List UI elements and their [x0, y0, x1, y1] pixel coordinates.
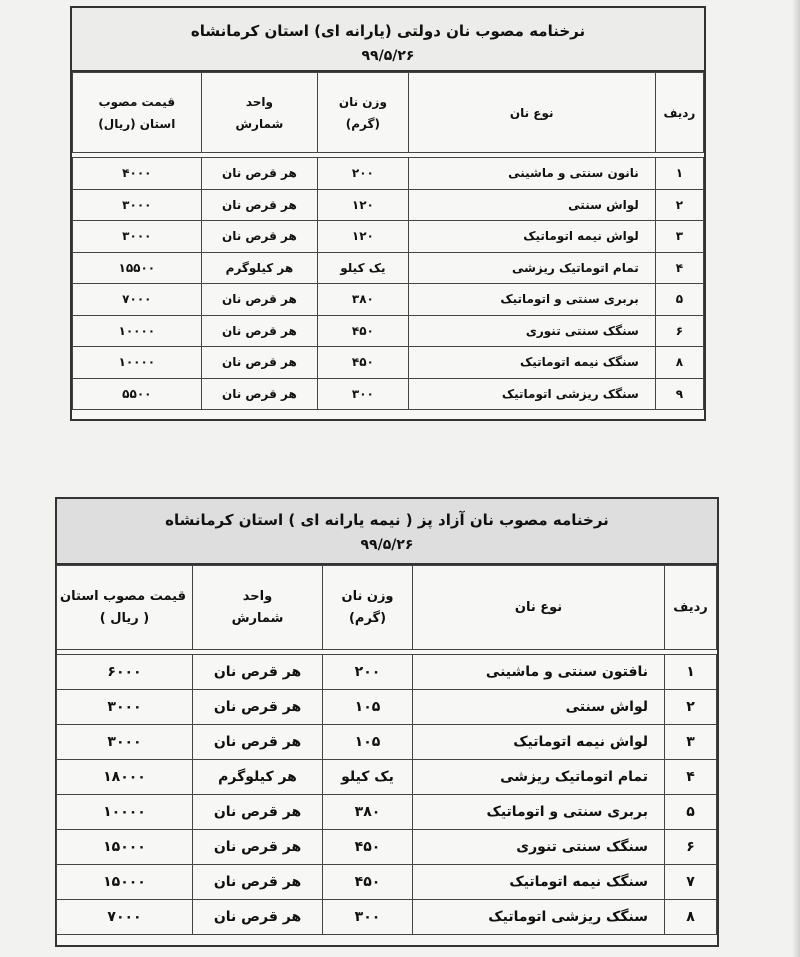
row-number-cell: ۸: [655, 347, 703, 379]
col-header-unit: [193, 566, 323, 650]
col-header-weight-line2: (گرم): [345, 116, 380, 131]
unit-cell: هر کیلوگرم: [193, 760, 323, 795]
price-cell: ۱۵۰۰۰: [57, 830, 193, 865]
bread-type-cell: بربری سنتی و اتوماتیک: [413, 795, 665, 830]
unit-cell: هر قرص نان: [201, 378, 318, 410]
row-number-cell: ۳: [665, 725, 717, 760]
unit-cell: هر قرص نان: [193, 655, 323, 690]
col-header-price-line2: ( ریال ): [99, 610, 150, 626]
col-header-price-line2: استان (ریال): [98, 116, 176, 131]
bread-type-cell: سنگک سنتی تنوری: [408, 315, 655, 347]
col-header-row: ردیف: [655, 73, 703, 153]
col-header-weight: [318, 73, 408, 153]
weight-cell: ۲۰۰: [323, 655, 413, 690]
table-row: [57, 655, 717, 690]
bread-type-cell: لواش سنتی: [408, 189, 655, 221]
weight-cell: ۴۵۰: [318, 315, 408, 347]
row-number-cell: ۴: [665, 760, 717, 795]
unit-cell: هر قرص نان: [201, 315, 318, 347]
sheet-title: نرخنامه مصوب نان دولتی (یارانه ای) استان کرمانشاه: [190, 22, 586, 40]
row-number-cell: ۹: [655, 378, 703, 410]
price-cell: ۷۰۰۰: [57, 900, 193, 935]
bread-type-cell: نانون سنتی و ماشینی: [408, 158, 655, 190]
table-row: [73, 252, 704, 284]
price-cell: ۳۰۰۰: [73, 221, 202, 253]
row-number-cell: ۶: [665, 830, 717, 865]
col-header-weight-line2: (گرم): [348, 610, 387, 626]
weight-cell: یک کیلو: [318, 252, 408, 284]
table-row: [57, 865, 717, 900]
price-cell: ۵۵۰۰: [73, 378, 202, 410]
unit-cell: هر قرص نان: [201, 284, 318, 316]
price-cell: ۱۵۵۰۰: [73, 252, 202, 284]
weight-cell: ۴۵۰: [323, 830, 413, 865]
sheet-header: [72, 8, 704, 72]
unit-cell: هر قرص نان: [201, 158, 318, 190]
row-number-cell: ۲: [655, 189, 703, 221]
col-header-unit-line1: واحد: [242, 588, 273, 604]
table-row: [73, 347, 704, 379]
unit-cell: هر قرص نان: [193, 725, 323, 760]
col-header-weight-line1: وزن نان: [341, 588, 394, 604]
table-row: [57, 795, 717, 830]
bread-type-cell: لواش نیمه اتوماتیک: [413, 725, 665, 760]
price-cell: ۱۰۰۰۰: [73, 347, 202, 379]
bread-type-cell: سنگک ریزشی اتوماتیک: [408, 378, 655, 410]
table-row: [57, 690, 717, 725]
unit-cell: هر قرص نان: [201, 189, 318, 221]
bread-type-cell: نافتون سنتی و ماشینی: [413, 655, 665, 690]
table-row: [57, 900, 717, 935]
price-cell: ۳۰۰۰: [73, 189, 202, 221]
weight-cell: ۳۸۰: [323, 795, 413, 830]
weight-cell: ۱۰۵: [323, 725, 413, 760]
row-number-cell: ۱: [665, 655, 717, 690]
unit-cell: هر قرص نان: [193, 690, 323, 725]
weight-cell: ۳۰۰: [318, 378, 408, 410]
unit-cell: هر قرص نان: [201, 221, 318, 253]
unit-cell: هر کیلوگرم: [201, 252, 318, 284]
weight-cell: ۳۸۰: [318, 284, 408, 316]
price-cell: ۷۰۰۰: [73, 284, 202, 316]
bread-type-cell: سنگک ریزشی اتوماتیک: [413, 900, 665, 935]
bread-type-cell: بربری سنتی و اتوماتیک: [408, 284, 655, 316]
price-cell: ۱۰۰۰۰: [73, 315, 202, 347]
table-row: [73, 284, 704, 316]
table-row: [57, 760, 717, 795]
bread-type-cell: تمام اتوماتیک ریزشی: [413, 760, 665, 795]
price-table: [72, 72, 704, 410]
weight-cell: ۱۲۰: [318, 221, 408, 253]
row-number-cell: ۱: [655, 158, 703, 190]
row-number-cell: ۳: [655, 221, 703, 253]
bread-type-cell: سنگک نیمه اتوماتیک: [413, 865, 665, 900]
col-header-price-line1: قیمت مصوب: [98, 94, 176, 109]
bread-type-cell: سنگک سنتی تنوری: [413, 830, 665, 865]
weight-cell: ۳۰۰: [323, 900, 413, 935]
row-number-cell: ۶: [655, 315, 703, 347]
table-row: [73, 158, 704, 190]
row-number-cell: ۸: [665, 900, 717, 935]
table-row: [73, 315, 704, 347]
col-header-bread-type: نوع نان: [408, 73, 655, 153]
col-header-price: [57, 566, 193, 650]
price-cell: ۱۰۰۰۰: [57, 795, 193, 830]
sheet-header: [57, 499, 717, 565]
weight-cell: یک کیلو: [323, 760, 413, 795]
col-header-row: ردیف: [665, 566, 717, 650]
bread-type-cell: سنگک نیمه اتوماتیک: [408, 347, 655, 379]
price-cell: ۴۰۰۰: [73, 158, 202, 190]
table-row: [73, 221, 704, 253]
unit-cell: هر قرص نان: [193, 795, 323, 830]
weight-cell: ۱۰۵: [323, 690, 413, 725]
table-row: [57, 830, 717, 865]
col-header-unit: [201, 73, 318, 153]
weight-cell: ۱۲۰: [318, 189, 408, 221]
bread-type-cell: لواش سنتی: [413, 690, 665, 725]
bread-type-cell: تمام اتوماتیک ریزشی: [408, 252, 655, 284]
col-header-unit-line1: واحد: [245, 94, 273, 109]
semi-subsidized-bread-price-sheet: [55, 497, 719, 947]
price-table: [56, 565, 717, 935]
unit-cell: هر قرص نان: [193, 865, 323, 900]
row-number-cell: ۵: [655, 284, 703, 316]
col-header-unit-line2: شمارش: [231, 610, 284, 626]
col-header-price-line1: قیمت مصوب استان: [60, 588, 186, 604]
price-cell: ۳۰۰۰: [57, 725, 193, 760]
col-header-bread-type: نوع نان: [413, 566, 665, 650]
table-row: [73, 189, 704, 221]
row-number-cell: ۲: [665, 690, 717, 725]
unit-cell: هر قرص نان: [193, 900, 323, 935]
sheet-title: نرخنامه مصوب نان آزاد پز ( نیمه یارانه ای ) استان کرمانشاه: [165, 511, 609, 529]
col-header-weight-line1: وزن نان: [338, 94, 387, 109]
price-cell: ۳۰۰۰: [57, 690, 193, 725]
price-cell: ۱۵۰۰۰: [57, 865, 193, 900]
table-row: [57, 725, 717, 760]
price-cell: ۶۰۰۰: [57, 655, 193, 690]
bread-type-cell: لواش نیمه اتوماتیک: [408, 221, 655, 253]
row-number-cell: ۷: [665, 865, 717, 900]
page-edge-shadow: [792, 0, 800, 957]
subsidized-bread-price-sheet: [70, 6, 706, 421]
weight-cell: ۴۵۰: [318, 347, 408, 379]
sheet-date: ۹۹/۵/۲۶: [360, 537, 414, 553]
price-cell: ۱۸۰۰۰: [57, 760, 193, 795]
col-header-unit-line2: شمارش: [235, 116, 284, 131]
weight-cell: ۲۰۰: [318, 158, 408, 190]
row-number-cell: ۵: [665, 795, 717, 830]
row-number-cell: ۴: [655, 252, 703, 284]
unit-cell: هر قرص نان: [193, 830, 323, 865]
sheet-date: ۹۹/۵/۲۶: [361, 48, 415, 64]
unit-cell: هر قرص نان: [201, 347, 318, 379]
weight-cell: ۴۵۰: [323, 865, 413, 900]
col-header-price: [73, 73, 202, 153]
col-header-weight: [323, 566, 413, 650]
table-row: [73, 378, 704, 410]
